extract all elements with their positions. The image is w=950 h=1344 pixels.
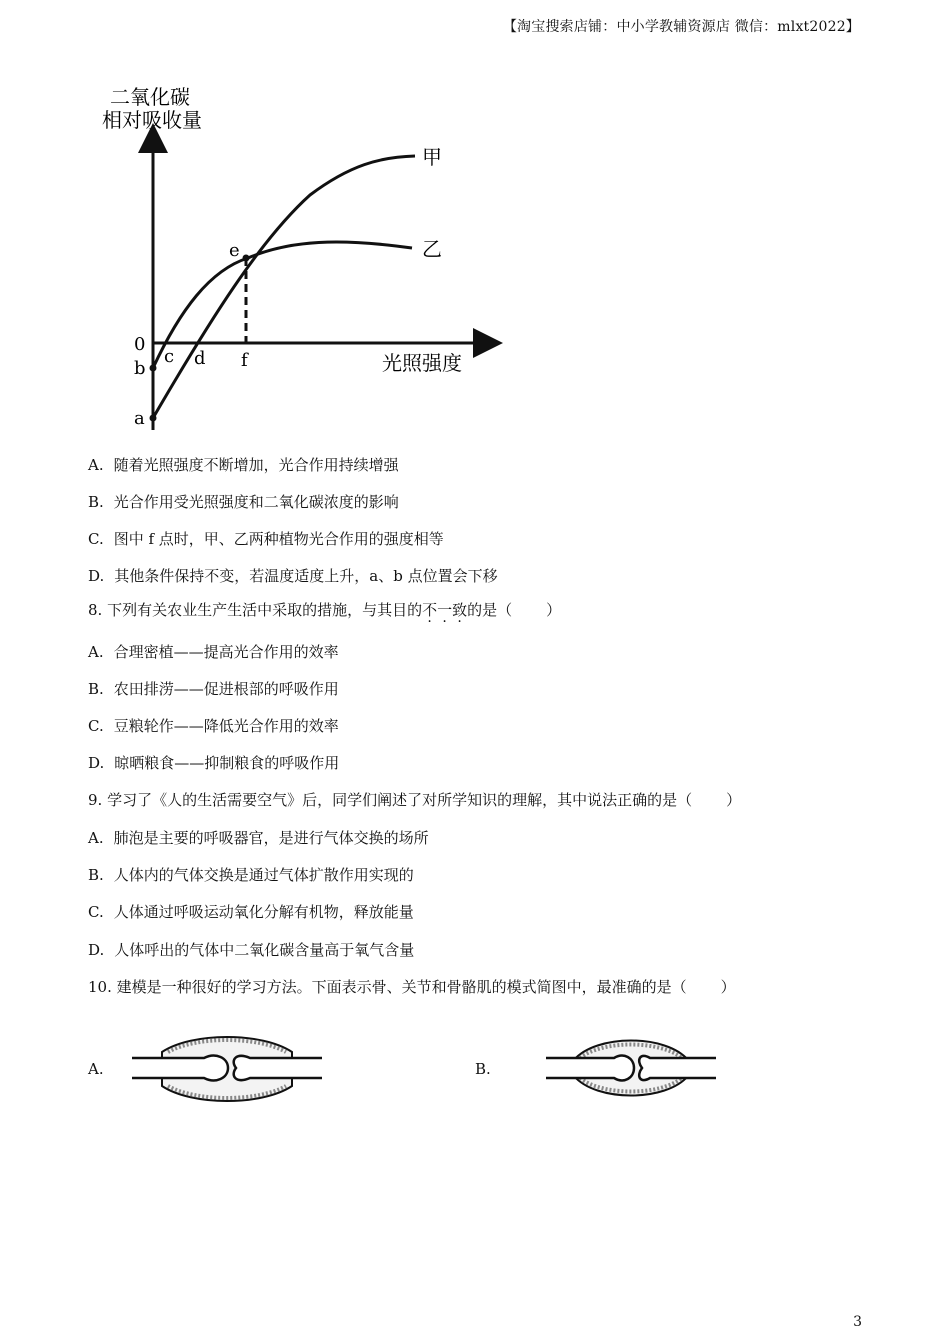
point-d-label: d	[194, 348, 206, 369]
option-label: B.	[88, 493, 104, 511]
q10-options	[88, 1030, 788, 1110]
curve-yi-label: 乙	[422, 237, 442, 261]
q9-option-a[interactable]	[88, 828, 429, 848]
point-a-label: a	[134, 408, 145, 429]
q7-option-a[interactable]	[88, 455, 399, 475]
q8-emph-1: 不	[422, 601, 438, 619]
option-label: D.	[88, 941, 105, 959]
q8-stem-after: 的是（	[467, 601, 513, 619]
curve-jia	[153, 156, 415, 418]
q10-option-a-label[interactable]: A.	[88, 1060, 104, 1078]
option-label: B.	[88, 680, 104, 698]
q8-option-b[interactable]	[88, 679, 339, 699]
co2-light-figure	[90, 80, 510, 440]
option-label: B.	[88, 866, 104, 884]
y-axis-label-line2: 相对吸收量	[102, 108, 202, 132]
option-text: 合理密植——提高光合作用的效率	[113, 643, 339, 661]
origin-label: 0	[134, 334, 146, 355]
option-text: 晾晒粮食——抑制粮食的呼吸作用	[114, 754, 340, 772]
paren-close: ）	[546, 601, 562, 619]
point-c-label: c	[164, 346, 175, 367]
q8-emph-2: 一	[437, 601, 453, 619]
point-b-label: b	[134, 358, 146, 379]
q9-stem	[88, 790, 741, 810]
q9-option-c[interactable]	[88, 902, 414, 922]
curve-yi	[153, 242, 412, 368]
paren-close: ）	[720, 978, 736, 996]
option-text: 豆粮轮作——降低光合作用的效率	[113, 717, 339, 735]
page-number: 3	[853, 1314, 862, 1330]
header-note: 【淘宝搜索店铺：中小学教辅资源店 微信：mlxt2022】	[502, 19, 860, 35]
q7-option-c[interactable]	[88, 529, 444, 549]
option-text: 人体通过呼吸运动氧化分解有机物，释放能量	[113, 903, 414, 921]
option-label: D.	[88, 754, 105, 772]
option-text: 肺泡是主要的呼吸器官，是进行气体交换的场所	[113, 829, 429, 847]
q10-stem-text: 10. 建模是一种很好的学习方法。下面表示骨、关节和骨骼肌的模式简图中，最准确的是（	[88, 978, 687, 996]
q8-option-d[interactable]	[88, 753, 339, 773]
option-label: C.	[88, 903, 104, 921]
q9-option-d[interactable]	[88, 940, 414, 960]
q9-option-b[interactable]	[88, 865, 414, 885]
option-text: 人体呼出的气体中二氧化碳含量高于氧气含量	[114, 941, 415, 959]
point-f-label: f	[241, 350, 248, 371]
option-text: 农田排涝——促进根部的呼吸作用	[113, 680, 339, 698]
option-text: 人体内的气体交换是通过气体扩散作用实现的	[113, 866, 414, 884]
option-label: C.	[88, 717, 104, 735]
option-text: 图中 f 点时，甲、乙两种植物光合作用的强度相等	[113, 530, 444, 548]
option-text: 随着光照强度不断增加，光合作用持续增强	[113, 456, 399, 474]
joint-diagram-b[interactable]	[546, 1030, 716, 1110]
point-e-dot	[243, 255, 250, 262]
q8-option-a[interactable]	[88, 642, 339, 662]
q8-option-c[interactable]	[88, 716, 339, 736]
option-label: A.	[88, 829, 104, 847]
point-b-dot	[150, 365, 157, 372]
q10-stem	[88, 977, 736, 997]
option-text: 光合作用受光照强度和二氧化碳浓度的影响	[113, 493, 399, 511]
option-text: 其他条件保持不变，若温度适度上升，a、b 点位置会下移	[114, 567, 498, 585]
option-label: D.	[88, 567, 105, 585]
point-a-dot	[150, 415, 157, 422]
point-e-label: e	[229, 240, 240, 261]
q7-option-b[interactable]	[88, 492, 399, 512]
q7-option-d[interactable]	[88, 566, 498, 586]
x-axis-label: 光照强度	[382, 351, 462, 375]
paren-close: ）	[726, 791, 742, 809]
q8-stem	[88, 600, 561, 620]
q9-stem-text: 9. 学习了《人的生活需要空气》后，同学们阐述了对所学知识的理解，其中说法正确的是（	[88, 791, 693, 809]
joint-diagram-a[interactable]	[132, 1030, 322, 1110]
q8-emph-3: 致	[452, 601, 468, 619]
q8-stem-before: 8. 下列有关农业生产生活中采取的措施，与其目的	[88, 601, 423, 619]
option-label: A.	[88, 456, 104, 474]
q10-option-b-label[interactable]: B.	[475, 1060, 491, 1078]
option-label: C.	[88, 530, 104, 548]
option-label: A.	[88, 643, 104, 661]
y-axis-label-line1: 二氧化碳	[110, 85, 190, 109]
curve-jia-label: 甲	[422, 145, 442, 169]
